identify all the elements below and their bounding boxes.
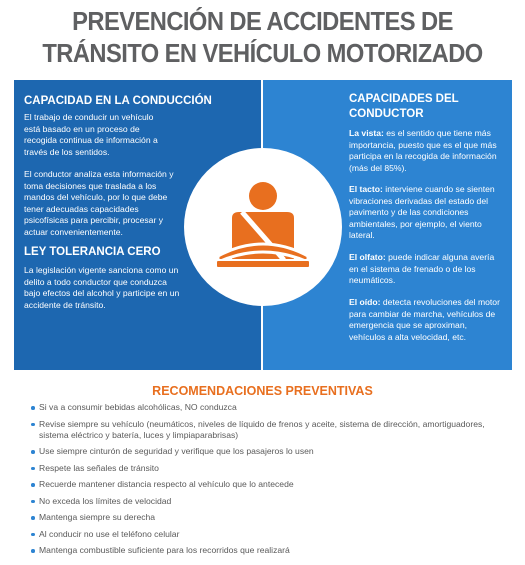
list-item: No exceda los límites de velocidad	[31, 496, 511, 507]
recommendations-list	[31, 402, 511, 562]
driver-capacities-heading: CAPACIDADES DEL CONDUCTOR	[349, 93, 459, 120]
list-item: Recuerde mantener distancia respecto al vehículo que lo antecede	[31, 479, 511, 490]
seatbelt-driver-icon	[184, 148, 342, 306]
sense-smell-text: puede indicar alguna avería en el sistema de frenado o de los neumáticos.	[349, 252, 495, 285]
list-item: Respete las señales de tránsito	[31, 463, 511, 474]
list-item: Al conducir no use el teléfono celular	[31, 529, 511, 540]
driver-icon-circle	[184, 148, 342, 306]
sense-hearing-label: El oído:	[349, 297, 381, 307]
sense-smell-label: El olfato:	[349, 252, 386, 262]
list-item: Use siempre cinturón de seguridad y verifique que los pasajeros lo usen	[31, 446, 511, 457]
page-title	[18, 6, 506, 70]
page-title-line-1: PREVENCIÓN DE ACCIDENTES DE	[72, 8, 453, 36]
driving-capacity-paragraph-2: El conductor analiza esta información y toma decisiones que traslada a los mandos del vehículo, por lo que debe tener adecuadas capacidades psicofísicas para percibir, procesar y actuar convenientemente.	[24, 169, 174, 237]
sense-touch-item	[349, 184, 505, 242]
driving-capacity-heading: CAPACIDAD EN LA CONDUCCIÓN	[24, 95, 212, 107]
list-item: Mantenga siempre su derecha	[31, 512, 511, 523]
zero-tolerance-heading: LEY TOLERANCIA CERO	[24, 246, 161, 258]
sense-sight-item	[349, 128, 505, 174]
zero-tolerance-paragraph: La legislación vigente sanciona como un delito a todo conductor que conduzca bajo efectos del alcohol y participe en un accidente de tránsito.	[24, 265, 180, 310]
list-item: Mantenga combustible suficiente para los recorridos que realizará	[31, 545, 511, 556]
sense-sight-text: es el sentido que tiene más importancia, puesto que es el que más participa en la recogida de información (más del 85%).	[349, 128, 497, 173]
recommendations-title: RECOMENDACIONES PREVENTIVAS	[152, 384, 373, 398]
sense-hearing-item	[349, 297, 505, 343]
page-title-line-2: TRÁNSITO EN VEHÍCULO MOTORIZADO	[42, 40, 483, 68]
sense-touch-text: interviene cuando se sienten vibraciones derivadas del estado del pavimento y de las condiciones ambientales, por ejemplo, el viento lateral.	[349, 184, 495, 240]
sense-smell-item	[349, 252, 505, 287]
sense-hearing-text: detecta revoluciones del motor para cambiar de marcha, vehículos de emergencia que se aproximan, vehículos a alta velocidad, etc.	[349, 297, 500, 342]
list-item: Si va a consumir bebidas alcohólicas, NO conduzca	[31, 402, 511, 413]
list-item: Revise siempre su vehículo (neumáticos, niveles de líquido de frenos y aceite, sistema de dirección, amortiguadores, sistema eléctrico y batería, luces y limpiaparabrisas)	[31, 419, 511, 441]
driving-capacity-paragraph-1: El trabajo de conducir un vehículo está basado en un proceso de recogida continua de información a través de los sentidos.	[24, 112, 158, 157]
sense-sight-label: La vista:	[349, 128, 384, 138]
sense-touch-label: El tacto:	[349, 184, 383, 194]
